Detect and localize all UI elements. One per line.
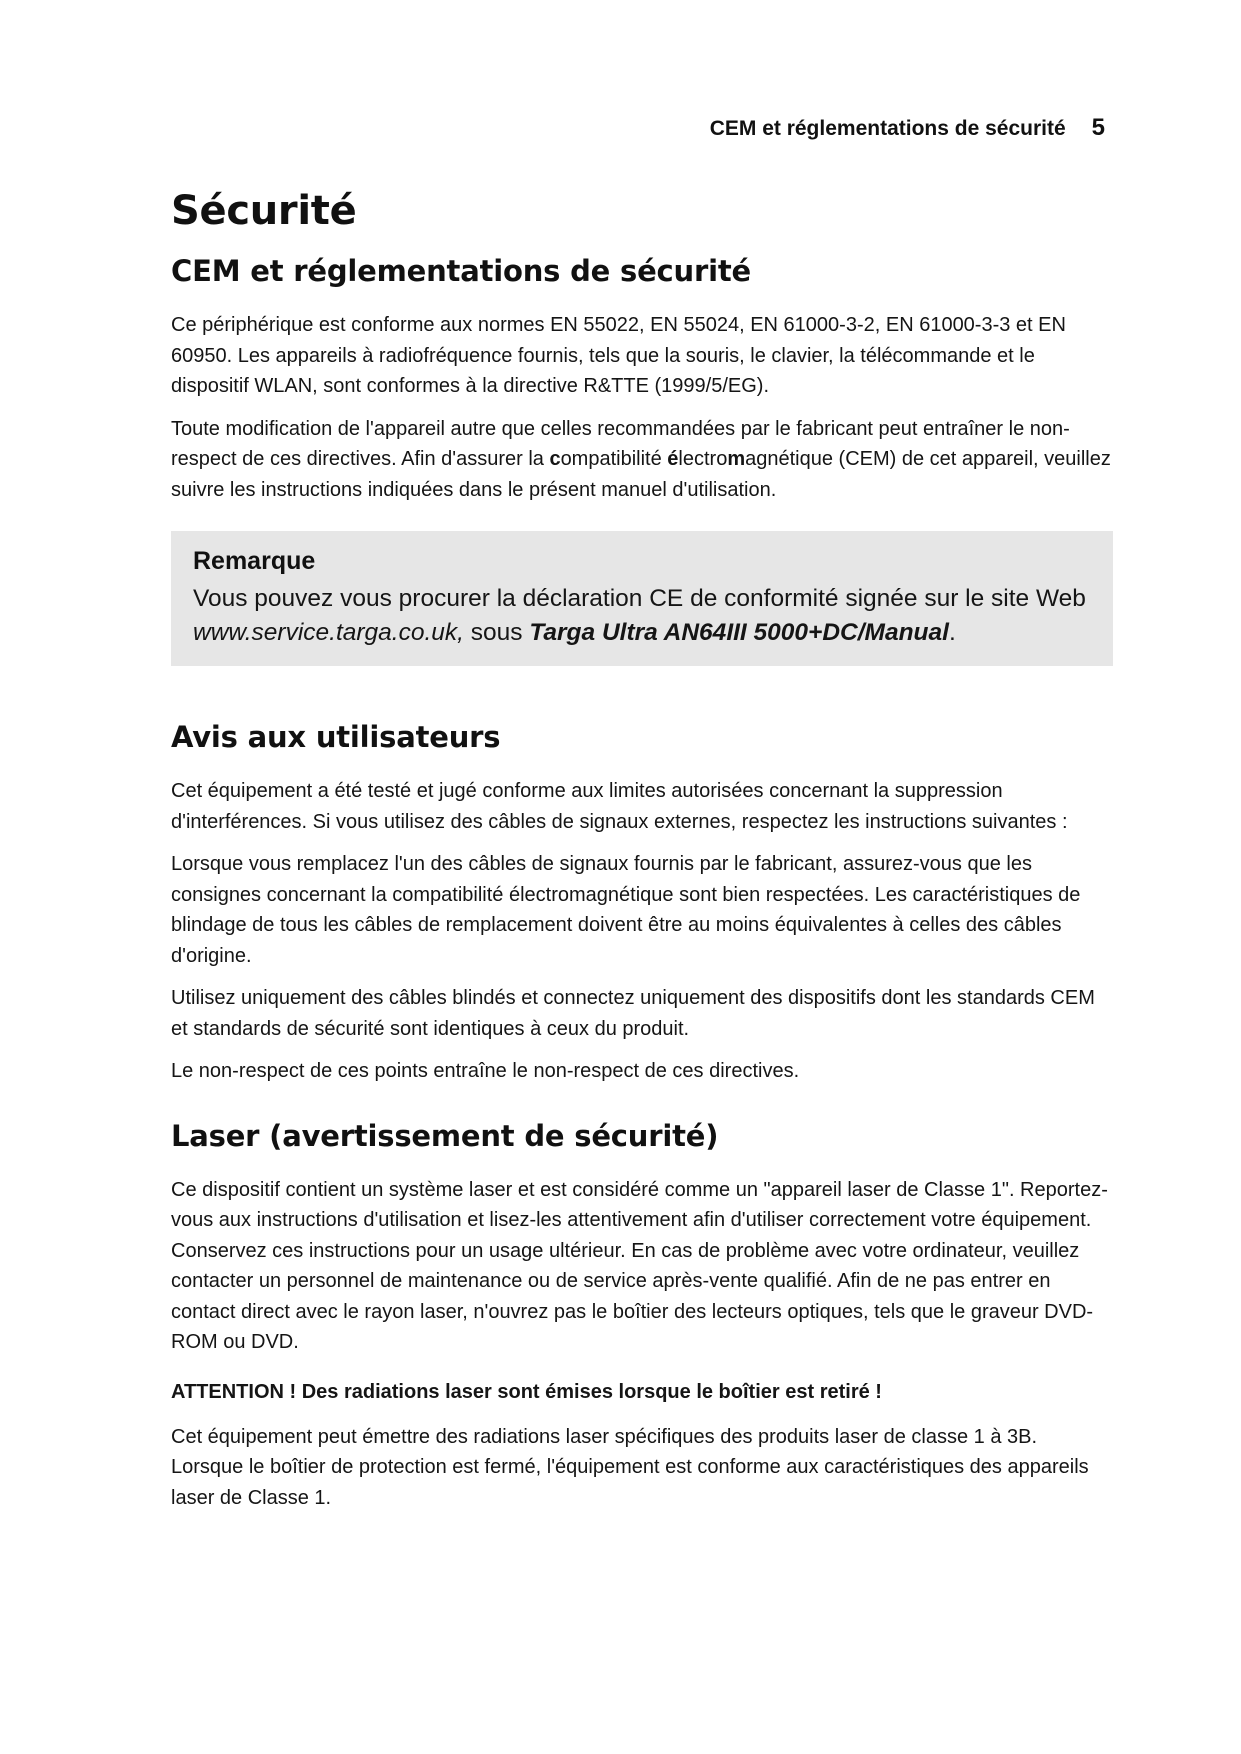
paragraph: Cet équipement a été testé et jugé conforme aux limites autorisées concernant la suppression d'interférences. Si vous utilisez des câbles de signaux externes, respectez les instructions suivantes : [171,780,1068,833]
paragraph: Ce dispositif contient un système laser et est considéré comme un "appareil laser de Classe 1". Reportez-vous aux instructions d'utilisation et lisez-les attentivement afin d'utiliser correctement votre équipement. Conservez ces instructions pour un usage ultérieur. En cas de problème avec votre ordinateur, veuillez contacter un personnel de maintenance ou de service après-vente qualifié. Afin de ne pas entrer en contact direct avec le rayon laser, n'ouvrez pas le boîtier des lecteurs optiques, tels que le graveur DVD-ROM ou DVD. [171,1178,1108,1353]
paragraph: Lorsque vous remplacez l'un des câbles de signaux fournis par le fabricant, assurez-vous que les consignes concernant la compatibilité électromagnétique sont bien respectées. Les caractéristiques de blindage de tous les câbles de remplacement doivent être au moins équivalentes à celles des câbles d'origine. [171,853,1081,967]
note-path: Targa Ultra AN64III 5000+DC/Manual [529,619,949,646]
section-heading-avis: Avis aux utilisateurs [171,720,501,754]
main-content [171,188,1111,1525]
note-url: www.service.targa.co.uk, [193,619,464,646]
paragraph: Le non-respect de ces points entraîne le non-respect de ces directives. [171,1060,800,1082]
paragraph: Ce périphérique est conforme aux normes EN 55022, EN 55024, EN 61000-3-2, EN 61000-3-3 et EN 60950. Les appareils à radiofréquence fournis, tels que la souris, le clavier, la télécommande et le dispositif WLAN, sont conformes à la directive R&TTE (1999/5/EG). [171,314,1066,397]
paragraph: Utilisez uniquement des câbles blindés et connectez uniquement des dispositifs dont les standards CEM et standards de sécurité sont identiques à ceux du produit. [171,987,1095,1040]
note-box [171,531,1113,666]
running-header [710,114,1105,142]
section-heading-cem: CEM et réglementations de sécurité [171,254,751,288]
page-number: 5 [1091,114,1105,141]
page-title: Sécurité [171,188,357,234]
paragraph: Cet équipement peut émettre des radiations laser spécifiques des produits laser de classe 1 à 3B. Lorsque le boîtier de protection est fermé, l'équipement est conforme aux caractéristiques des appareils laser de Classe 1. [171,1425,1089,1509]
note-text: Vous pouvez vous procurer la déclaration CE de conformité signée sur le site Web www.service.targa.co.uk, sous Targa Ultra AN64III 5000+DC/Manual. [193,585,1086,646]
running-title: CEM et réglementations de sécurité [709,117,1066,140]
section-heading-laser: Laser (avertissement de sécurité) [171,1118,719,1153]
warning-text: ATTENTION ! Des radiations laser sont émises lorsque le boîtier est retiré ! [171,1380,882,1403]
paragraph: Toute modification de l'appareil autre que celles recommandées par le fabricant peut entraîner le non-respect de ces directives. Afin d'assurer la compatibilité électromagnétique (CEM) de cet appareil, veuillez suivre les instructions indiquées dans le présent manuel d'utilisation. [171,417,1111,501]
note-title: Remarque [193,547,316,575]
